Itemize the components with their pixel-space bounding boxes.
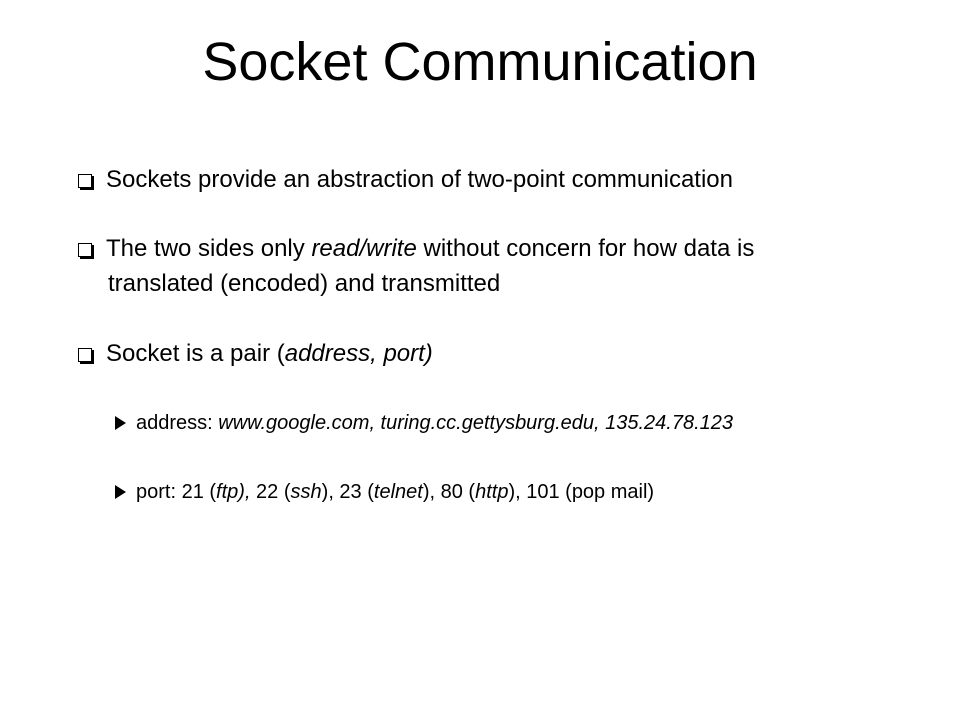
arrow-bullet-icon — [115, 416, 126, 430]
bullet-item — [78, 232, 754, 266]
checkbox-bullet-icon — [78, 243, 92, 257]
bullet-item — [78, 337, 433, 371]
sub-bullet-text: port: 21 ( — [136, 481, 217, 503]
bullet-text: The two sides only — [106, 235, 312, 262]
bullet-text: Socket is a pair ( — [106, 340, 285, 367]
checkbox-bullet-icon — [78, 174, 92, 188]
sub-bullet-text: ), 80 ( — [422, 481, 476, 503]
sub-bullet-emphasis: http — [475, 481, 509, 503]
sub-bullet-address — [115, 409, 733, 437]
sub-bullet-examples: www.google.com, turing.cc.gettysburg.edu, 135.24.78.123 — [218, 412, 734, 434]
sub-bullet-emphasis: ssh — [290, 481, 322, 503]
sub-bullet-label: address: — [136, 412, 219, 434]
sub-bullet-port — [115, 478, 654, 506]
bullet-text: Sockets provide an abstraction of two-point communication — [106, 166, 733, 193]
bullet-item — [78, 163, 733, 197]
bullet-text-emphasis: read/write — [311, 235, 417, 262]
arrow-bullet-icon — [115, 485, 126, 499]
sub-bullet-text: ), 101 (pop mail) — [508, 481, 655, 503]
sub-bullet-emphasis: ftp), — [216, 481, 251, 503]
slide-title: Socket Communication — [202, 32, 758, 92]
checkbox-bullet-icon — [78, 348, 92, 362]
sub-bullet-emphasis: telnet — [373, 481, 423, 503]
bullet-text: without concern for how data is — [416, 235, 755, 262]
sub-bullet-text: 22 ( — [250, 481, 291, 503]
bullet-text-emphasis: address, port) — [284, 340, 433, 367]
bullet-continuation: translated (encoded) and transmitted — [108, 270, 501, 297]
sub-bullet-text: ), 23 ( — [321, 481, 374, 503]
